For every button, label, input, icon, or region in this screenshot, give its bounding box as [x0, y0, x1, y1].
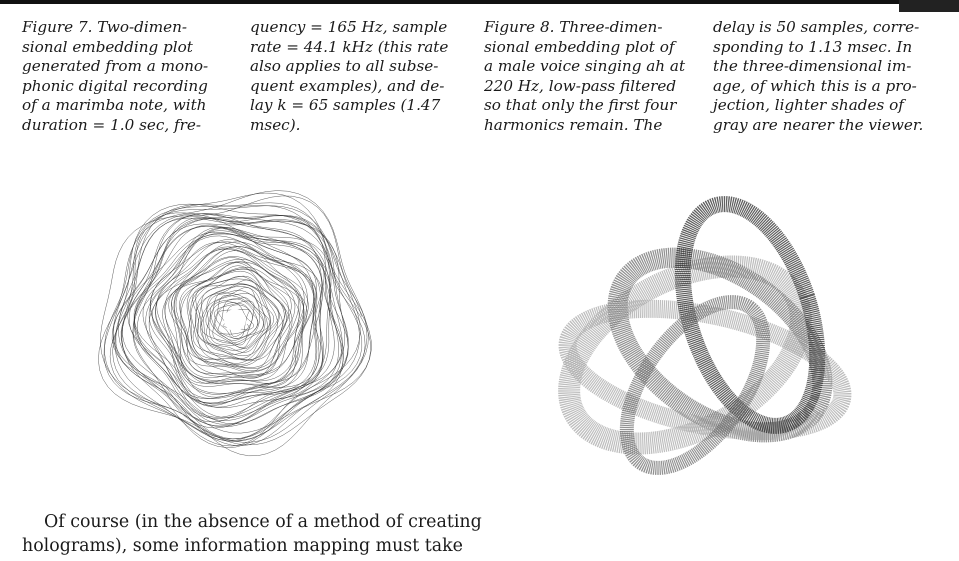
figure-8-embedding-plot — [545, 195, 865, 505]
caption-line: rate = 44.1 kHz (this rate — [250, 37, 449, 56]
figure-7-caption-part-1 — [22, 18, 208, 136]
body-line: Of course (in the absence of a method of creating — [44, 512, 482, 532]
body-paragraph — [22, 510, 492, 558]
caption-line: so that only the first four — [484, 96, 677, 115]
figure-7-embedding-plot — [95, 183, 385, 468]
caption-line: gray are nearer the viewer. — [713, 115, 924, 134]
caption-line: msec). — [250, 115, 301, 134]
caption-line: the three-dimensional im- — [713, 57, 912, 76]
top-rule — [0, 0, 959, 4]
figure-7-caption-part-2 — [250, 18, 448, 136]
caption-line: jection, lighter shades of — [713, 96, 904, 115]
body-line: holograms), some information mapping must take — [22, 536, 463, 556]
caption-line: age, of which this is a pro- — [713, 76, 917, 95]
figure-8-caption-part-2 — [713, 18, 923, 136]
caption-line: delay is 50 samples, corre- — [713, 18, 920, 36]
caption-line: of a marimba note, with — [22, 96, 207, 115]
caption-line: quent examples), and de- — [250, 76, 445, 95]
figure-8-caption-part-1 — [484, 18, 685, 136]
caption-line: sional embedding plot — [22, 37, 193, 56]
caption-line: a male voice singing ah at — [484, 57, 686, 76]
page-edge-shadow — [899, 0, 959, 12]
figure-7-center-hole — [224, 309, 246, 331]
caption-line: harmonics remain. The — [484, 115, 663, 134]
caption-line: Figure 8. Three-dimen- — [484, 18, 663, 36]
caption-line: also applies to all subse- — [250, 57, 439, 76]
caption-line: quency = 165 Hz, sample — [250, 18, 448, 36]
caption-line: lay k = 65 samples (1.47 — [250, 96, 441, 115]
caption-line: 220 Hz, low-pass filtered — [484, 76, 677, 95]
caption-line: duration = 1.0 sec, fre- — [22, 115, 202, 134]
caption-line: sional embedding plot of — [484, 37, 675, 56]
caption-line: sponding to 1.13 msec. In — [713, 37, 913, 56]
caption-line: Figure 7. Two-dimen- — [22, 18, 188, 36]
caption-line: generated from a mono- — [22, 57, 209, 76]
caption-line: phonic digital recording — [22, 76, 208, 95]
